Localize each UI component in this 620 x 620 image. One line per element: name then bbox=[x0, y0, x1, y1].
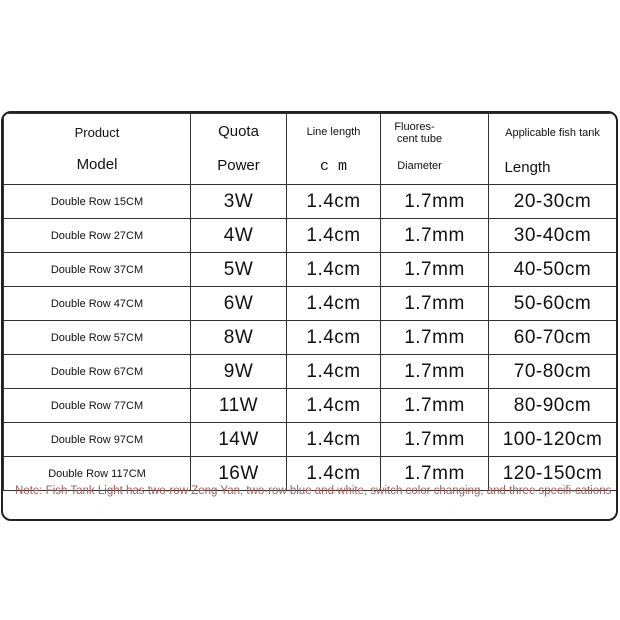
cell-model: Double Row 77CM bbox=[4, 389, 191, 423]
cell-line-length: 1.4cm bbox=[287, 287, 381, 321]
cell-model: Double Row 47CM bbox=[4, 287, 191, 321]
cell-power: 6W bbox=[191, 287, 287, 321]
cell-tank-length: 70-80cm bbox=[489, 355, 617, 389]
cell-diameter: 1.7mm bbox=[381, 185, 489, 219]
cell-line-length: 1.4cm bbox=[287, 219, 381, 253]
cell-power: 11W bbox=[191, 389, 287, 423]
cell-tank-length: 120-150cm bbox=[489, 457, 617, 491]
header-model-bottom: Model bbox=[76, 156, 118, 173]
cell-model: Double Row 67CM bbox=[4, 355, 191, 389]
cell-model: Double Row 57CM bbox=[4, 321, 191, 355]
cell-model: Double Row 15CM bbox=[4, 185, 191, 219]
cell-tank-length: 50-60cm bbox=[489, 287, 617, 321]
cell-diameter: 1.7mm bbox=[381, 219, 489, 253]
cell-power: 14W bbox=[191, 423, 287, 457]
cell-line-length: 1.4cm bbox=[287, 355, 381, 389]
table-header-row bbox=[4, 114, 617, 185]
cell-diameter: 1.7mm bbox=[381, 287, 489, 321]
cell-line-length: 1.4cm bbox=[287, 321, 381, 355]
table-row bbox=[4, 389, 617, 423]
cell-diameter: 1.7mm bbox=[381, 321, 489, 355]
header-power bbox=[191, 114, 287, 185]
header-power-top: Quota bbox=[218, 123, 259, 140]
table-row bbox=[4, 321, 617, 355]
cell-diameter: 1.7mm bbox=[381, 457, 489, 491]
table-row bbox=[4, 185, 617, 219]
cell-power: 3W bbox=[191, 185, 287, 219]
cell-power: 4W bbox=[191, 219, 287, 253]
header-tube-top-1: Fluores- bbox=[394, 121, 435, 133]
cell-power: 5W bbox=[191, 253, 287, 287]
header-model bbox=[4, 114, 191, 185]
table-row bbox=[4, 253, 617, 287]
table-row bbox=[4, 423, 617, 457]
spec-table-frame bbox=[1, 111, 618, 521]
cell-line-length: 1.4cm bbox=[287, 389, 381, 423]
cell-power: 9W bbox=[191, 355, 287, 389]
cell-model: Double Row 27CM bbox=[4, 219, 191, 253]
table-row bbox=[4, 287, 617, 321]
cell-diameter: 1.7mm bbox=[381, 253, 489, 287]
header-model-top: Product bbox=[74, 125, 120, 140]
cell-tank-length: 20-30cm bbox=[489, 185, 617, 219]
cell-model: Double Row 37CM bbox=[4, 253, 191, 287]
cell-line-length: 1.4cm bbox=[287, 253, 381, 287]
header-power-bottom: Power bbox=[217, 157, 260, 174]
header-tank-top: Applicable fish tank bbox=[505, 127, 600, 139]
header-tank-length bbox=[489, 114, 617, 185]
table-row bbox=[4, 219, 617, 253]
cell-line-length: 1.4cm bbox=[287, 423, 381, 457]
cell-model: Double Row 97CM bbox=[4, 423, 191, 457]
cell-tank-length: 100-120cm bbox=[489, 423, 617, 457]
cell-model: Double Row 117CM bbox=[4, 457, 191, 491]
header-tube-bottom: Diameter bbox=[397, 160, 442, 172]
cell-line-length: 1.4cm bbox=[287, 457, 381, 491]
header-tube-top-2: cent tube bbox=[396, 133, 443, 145]
header-tank-bottom: Length bbox=[504, 159, 551, 176]
spec-table bbox=[3, 113, 617, 491]
cell-tank-length: 60-70cm bbox=[489, 321, 617, 355]
cell-tank-length: 80-90cm bbox=[489, 389, 617, 423]
cell-tank-length: 30-40cm bbox=[489, 219, 617, 253]
header-line-top: Line length bbox=[306, 126, 361, 138]
cell-power: 8W bbox=[191, 321, 287, 355]
cell-tank-length: 40-50cm bbox=[489, 253, 617, 287]
cell-line-length: 1.4cm bbox=[287, 185, 381, 219]
table-row bbox=[4, 355, 617, 389]
cell-diameter: 1.7mm bbox=[381, 423, 489, 457]
cell-power: 16W bbox=[191, 457, 287, 491]
footnote: Note: Fish Tank Light has two-row Zeng Yan, two-row blue and white, switch color changing, and three specifi-cations bbox=[15, 485, 612, 497]
cell-diameter: 1.7mm bbox=[381, 355, 489, 389]
header-line-bottom: c m bbox=[319, 158, 347, 175]
cell-diameter: 1.7mm bbox=[381, 389, 489, 423]
